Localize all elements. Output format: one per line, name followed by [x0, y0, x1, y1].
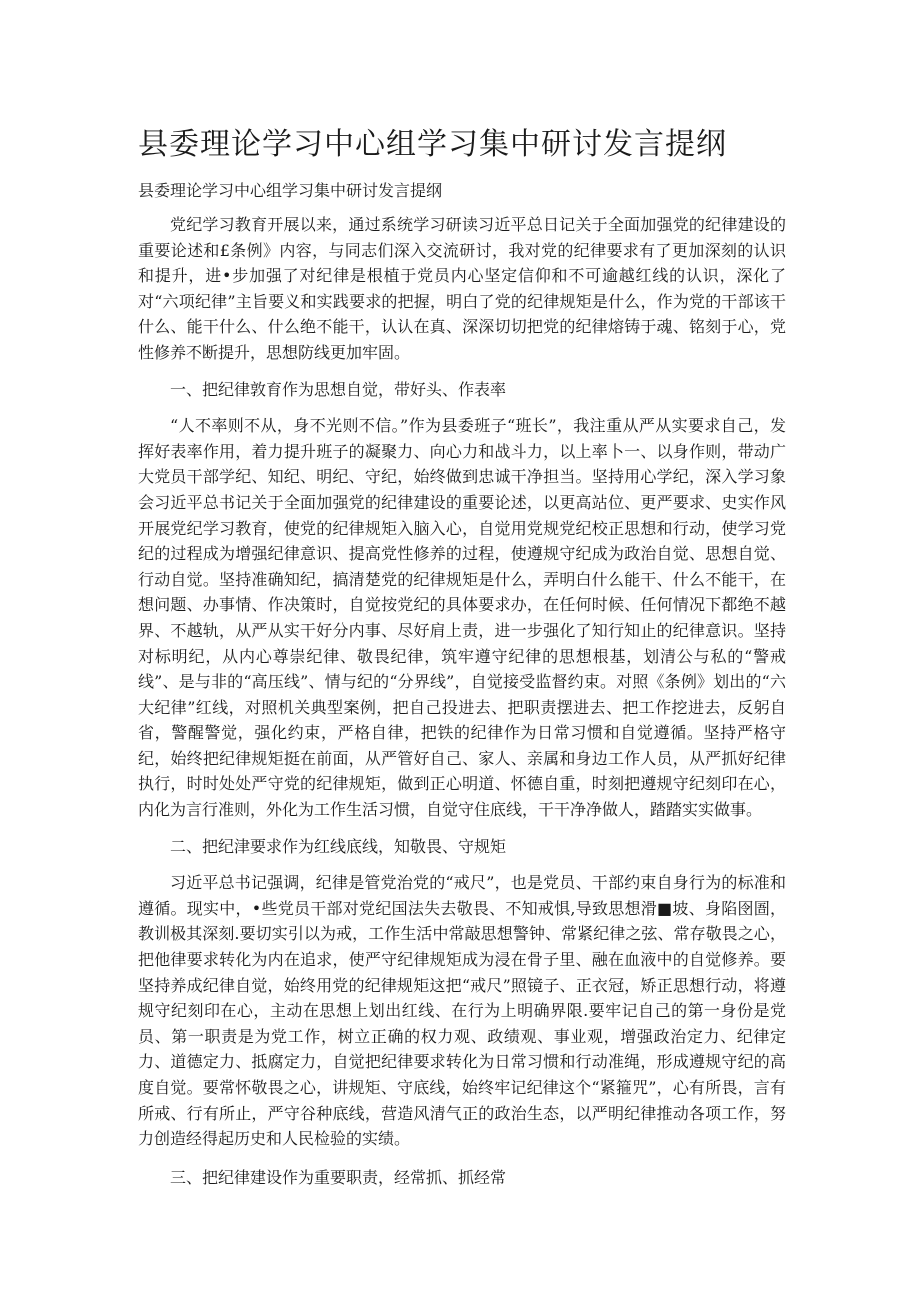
section-body-1: “人不率则不从，身不光则不信。”作为县委班子“班长”，我注重从严从实要求自己，发挥好表率作用，着力提升班子的凝聚力、向心力和战斗力，以上率卜一、以身作则，带动广大党员干部学纪、知纪、明纪、守纪，始终做到忠诚干净担当。坚持用心学纪，深入学习象会习近平总书记关于全面加强党的纪律建设的重要论述，以更高站位、更严要求、史实作风开展党纪学习教育，使党的纪律规矩入脑入心，自觉用党规党纪校正思想和行动，使学习党纪的过程成为增强纪律意识、提高党性修养的过程，使遵规守纪成为政治自觉、思想自觉、行动自觉。坚持准确知纪，搞清楚党的纪律规矩是什么，弄明白什么能干、什么不能干，在想问题、办事情、作决策时，自觉按党纪的具体要求办，在任何时候、任何情况下都绝不越界、不越轨，从严从实干好分内事、尽好肩上责，进一步强化了知行知止的纪律意识。坚持对标明纪，从内心尊崇纪律、敬畏纪律，筑牢遵守纪律的思想根基，划清公与私的“警戒线”、是与非的“高压线”、情与纪的“分界线”，自觉接受监督约束。对照《条例》划出的“六大纪律”红线，对照机关典型案例，把自己投进去、把职责摆进去、把工作挖进去，反躬自省，警醒警觉，强化约束，严格自律，把铁的纪律作为日常习惯和自觉遵循。坚持严格守纪，始终把纪律规矩挺在前面，从严管好自己、家人、亲属和身边工作人员，从严抓好纪律执行，时时处处严守党的纪律规矩，做到正心明道、怀德自重，时刻把遵规守纪刻印在心，内化为言行准则，外化为工作生活习惯，自觉守住底线，干干净净做人，踏踏实实做事。 [138, 416, 786, 820]
document-title: 县委理论学习中心组学习集中研讨发言提纲 [138, 127, 727, 162]
document-body [138, 212, 786, 1190]
intro-paragraph: 党纪学习教育开展以来，通过系统学习研读习近平总日记关于全面加强党的纪律建设的重要论述和£条例》内容，与同志们深入交流研讨，我对党的纪律要求有了更加深刻的认识和提升，进•步加强了对纪律是根植于党员内心坚定信仰和不可逾越红线的认识，深化了对“六项纪律”主旨要义和实践要求的把握，明白了党的纪律规矩是什么，作为党的干部该干什么、能干什么、什么绝不能干，认认在真、深深切切把党的纪律熔铸于魂、铭刻于心，党性修养不断提升，思想防线更加牢固。 [138, 215, 786, 362]
document-subtitle: 县委理论学习中心组学习集中研讨发言提纲 [138, 181, 443, 200]
section-body-2: 习近平总书记强调，纪律是管党治党的“戒尺”，也是党员、干部约束自身行为的标准和遵循。现实中，•些党员干部对党纪国法失去敬畏、不知戒惧,导致思想滑■坡、身陷囹圄，教训极其深刻.要切实引以为戒，工作生活中常敲思想警钟、常紧纪律之弦、常存敬畏之心，把他律要求转化为内在追求，使严守纪律规矩成为浸在骨子里、融在血液中的自觉修养。要坚持养成纪律自觉，始终用党的纪律规矩这把“戒尺”照镜子、正衣冠，矫正思想行动，将遵规守纪刻印在心，主动在思想上划出红线、在行为上明确界限.要牢记自己的第一身份是党员、第一职责是为党工作，树立正确的权力观、政绩观、事业观，增强政治定力、纪律定力、道德定力、抵腐定力，自觉把纪律要求转化为日常习惯和行动准绳，形成遵规守纪的高度自觉。要常怀敬畏之心，讲规矩、守底线，始终牢记纪律这个“紧箍咒”，心有所畏，言有所戒、行有所止，严守谷种底线，营造风清气正的政治生态，以严明纪律推动各项工作，努力创造经得起历史和人民检验的实绩。 [138, 873, 786, 1149]
section-heading-2: 二、把纪津要求作为红线底线，知敬畏、守规矩 [170, 836, 507, 856]
section-heading-3: 三、把纪律建设作为重要职责，经常抓、抓经常 [170, 1167, 507, 1187]
section-heading-1: 一、把纪律敦育作为思想自觉，带好头、作表率 [170, 379, 507, 399]
